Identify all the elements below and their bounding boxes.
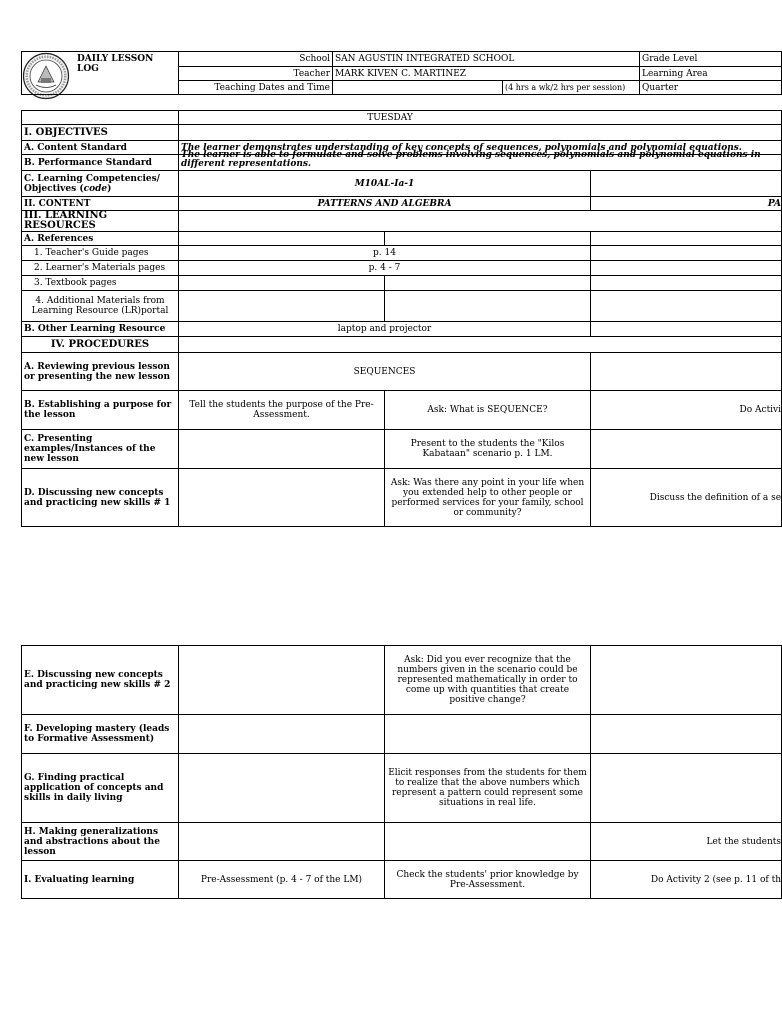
lm-label: 2. Learner's Materials pages [22, 261, 179, 276]
procedure-c-col3 [591, 430, 782, 469]
procedure-b-col2: Ask: What is SEQUENCE? [385, 391, 591, 430]
resources-heading: III. LEARNING RESOURCES [22, 211, 179, 232]
procedure-g-col2: Elicit responses from the students for them to realize that the above numbers which represent a pattern could represent some situations in real life. [385, 754, 591, 823]
learning-area-label: Learning Area [640, 67, 782, 81]
objectives-blank [179, 125, 782, 141]
procedure-a-label: A. Reviewing previous lesson or presenting the new lesson [22, 353, 179, 391]
references-col1 [179, 232, 385, 246]
lesson-table-upper [21, 110, 782, 527]
teaching-dates-label: Teaching Dates and Time [179, 81, 333, 95]
tg-col3 [591, 246, 782, 261]
hours-note: (4 hrs a wk/2 hrs per session) [503, 81, 640, 95]
procedure-h-col3: Let the students [591, 823, 782, 861]
content-standard-label: A. Content Standard [22, 141, 179, 155]
references-col2 [385, 232, 591, 246]
textbook-label: 3. Textbook pages [22, 276, 179, 291]
header-table [21, 51, 782, 95]
teacher-value: MARK KIVEN C. MARTINEZ [333, 67, 640, 81]
procedure-e-col1 [179, 646, 385, 715]
procedure-h-col1 [179, 823, 385, 861]
day-header: TUESDAY [179, 111, 782, 125]
procedure-f-label: F. Developing mastery (leads to Formative Assessment) [22, 715, 179, 754]
additional-col2 [385, 291, 591, 322]
additional-materials-label: 4. Additional Materials from Learning Resource (LR)portal [22, 291, 179, 322]
tg-value: p. 14 [179, 246, 591, 261]
content-heading: II. CONTENT [22, 197, 179, 211]
competencies-label [22, 171, 179, 197]
content-value-right: PA [591, 197, 782, 211]
content-standard-value: The learner demonstrates understanding of key concepts of sequences, polynomials and polynomial equations. [179, 141, 782, 155]
procedure-f-col3 [591, 715, 782, 754]
other-resource-col3 [591, 322, 782, 337]
competencies-value: M10AL-Ia-1 [179, 171, 591, 197]
procedure-h-col2 [385, 823, 591, 861]
procedure-e-label: E. Discussing new concepts and practicing new skills # 2 [22, 646, 179, 715]
procedure-e-col3 [591, 646, 782, 715]
dll-title: DAILY LESSON LOG [22, 52, 179, 95]
competencies-label-2: Objectives ( [24, 183, 84, 194]
procedure-c-col2: Present to the students the "Kilos Kabataan" scenario p. 1 LM. [385, 430, 591, 469]
procedures-heading: IV. PROCEDURES [22, 337, 179, 353]
school-value: SAN AGUSTIN INTEGRATED SCHOOL [333, 52, 640, 67]
procedure-i-label: I. Evaluating learning [22, 861, 179, 899]
competencies-label-3: ) [107, 183, 112, 194]
quarter-label: Quarter [640, 81, 782, 95]
procedure-b-label: B. Establishing a purpose for the lesson [22, 391, 179, 430]
procedure-e-col2: Ask: Did you ever recognize that the numbers given in the scenario could be represented mathematically in order to come up with quantities that create positive change? [385, 646, 591, 715]
procedure-f-col1 [179, 715, 385, 754]
procedure-i-col3: Do Activity 2 (see p. 11 of th [591, 861, 782, 899]
procedure-d-label: D. Discussing new concepts and practicing new skills # 1 [22, 469, 179, 527]
tg-label: 1. Teacher's Guide pages [22, 246, 179, 261]
procedure-d-col3: Discuss the definition of a se [591, 469, 782, 527]
lm-value: p. 4 - 7 [179, 261, 591, 276]
procedure-d-col2: Ask: Was there any point in your life when you extended help to other people or performed services for your family, school or community? [385, 469, 591, 527]
procedure-g-col1 [179, 754, 385, 823]
procedure-i-col2: Check the students' prior knowledge by Pre-Assessment. [385, 861, 591, 899]
procedure-b-col3: Do Activi [591, 391, 782, 430]
textbook-col1 [179, 276, 385, 291]
textbook-col3 [591, 276, 782, 291]
lm-col3 [591, 261, 782, 276]
procedure-f-col2 [385, 715, 591, 754]
objectives-heading: I. OBJECTIVES [22, 125, 179, 141]
textbook-col2 [385, 276, 591, 291]
references-label: A. References [22, 232, 179, 246]
performance-standard-label: B. Performance Standard [22, 155, 179, 171]
competencies-label-code: code [83, 183, 108, 194]
additional-col1 [179, 291, 385, 322]
procedure-c-col1 [179, 430, 385, 469]
procedure-b-col1: Tell the students the purpose of the Pre-Assessment. [179, 391, 385, 430]
additional-col3 [591, 291, 782, 322]
procedure-c-label: C. Presenting examples/Instances of the new lesson [22, 430, 179, 469]
competencies-label-1: C. Learning Competencies/ [24, 173, 160, 184]
teacher-label: Teacher [179, 67, 333, 81]
procedure-g-col3 [591, 754, 782, 823]
competencies-col3 [591, 171, 782, 197]
procedure-a-col3 [591, 353, 782, 391]
procedure-d-col1 [179, 469, 385, 527]
grade-level-label: Grade Level [640, 52, 782, 67]
procedure-g-label: G. Finding practical application of concepts and skills in daily living [22, 754, 179, 823]
resources-blank [179, 211, 782, 232]
procedure-i-col1: Pre-Assessment (p. 4 - 7 of the LM) [179, 861, 385, 899]
other-resource-label: B. Other Learning Resource [22, 322, 179, 337]
performance-standard-value [179, 150, 782, 171]
content-value: PATTERNS AND ALGEBRA [179, 197, 591, 211]
procedure-a-value: SEQUENCES [179, 353, 591, 391]
procedures-blank [179, 337, 782, 353]
procedure-h-label: H. Making generalizations and abstractions about the lesson [22, 823, 179, 861]
school-label: School [179, 52, 333, 67]
blank-cell [22, 111, 179, 125]
references-col3 [591, 232, 782, 246]
performance-standard-text: The learner is able to formulate and solve problems involving sequences, polynomials and polynomial equations in different representations. [181, 150, 761, 169]
lesson-table-lower [21, 645, 782, 899]
dates-value [333, 81, 503, 95]
other-resource-value: laptop and projector [179, 322, 591, 337]
